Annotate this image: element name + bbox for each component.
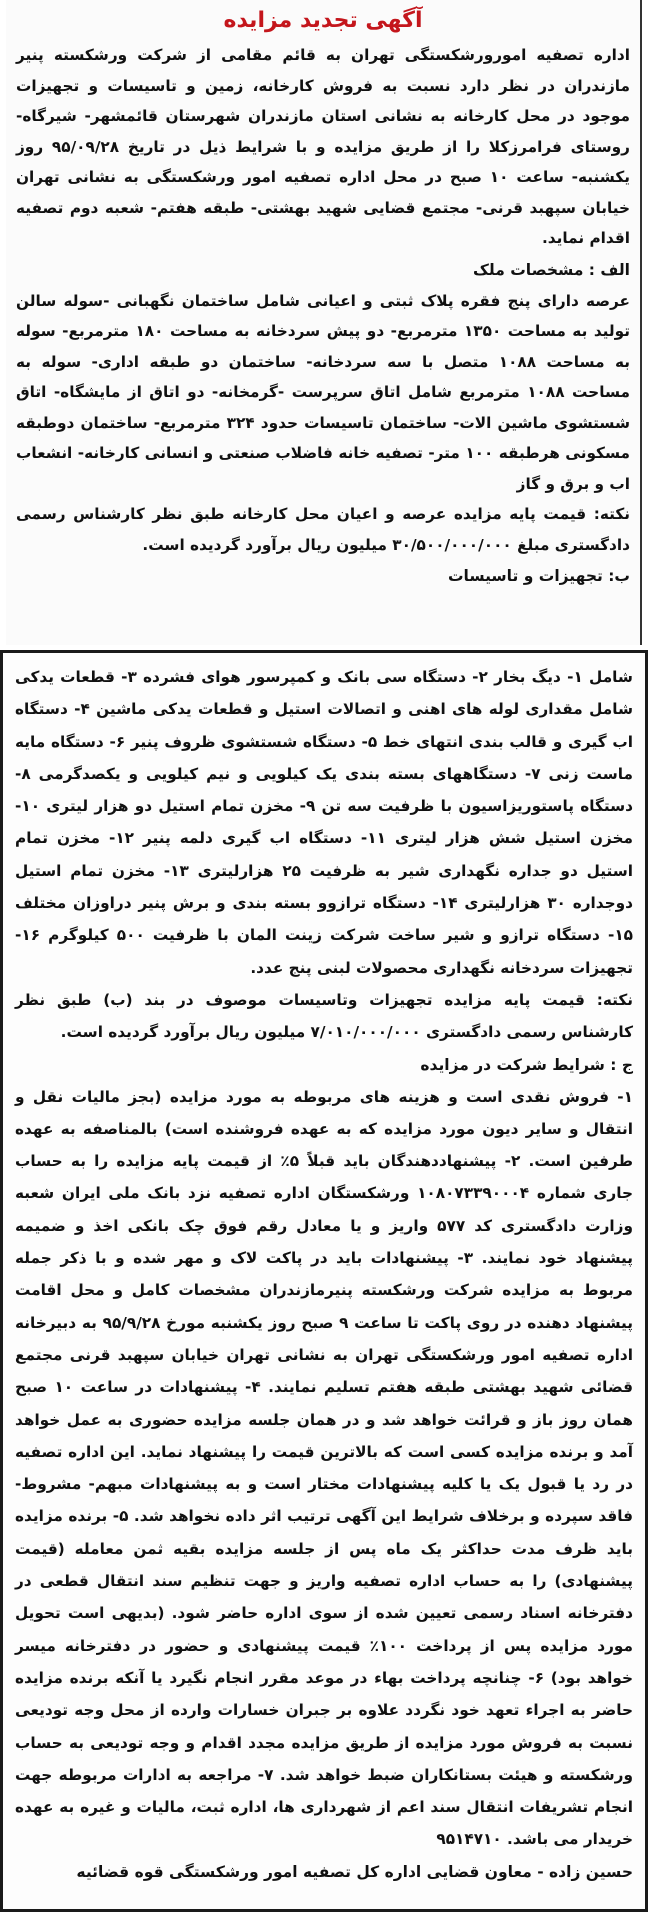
section-a-note: نکته: قیمت پایه مزایده عرصه و اعیان محل کارخانه طبق نظر کارشناس رسمی دادگستری مبلغ ۳۰/۵۰۰/۰۰۰/۰۰۰ میلیون ریال برآورد گردیده است. xyxy=(16,505,630,554)
notice-title: آگهی تجدید مزایده xyxy=(223,8,423,33)
section-a-heading: الف : مشخصات ملک xyxy=(473,260,630,279)
section-b-body: شامل ۱- دیگ بخار ۲- دستگاه سی بانک و کمپرسور هوای فشرده ۳- قطعات یدکی شامل مقداری لوله های اهنی و اتصالات استیل و قطعات یدکی ماشین ۴- دستگاه اب گیری و قالب بندی انتهای خط ۵- دستگاه شستشوی ظروف پنیر ۶- دستگاه مایه ماست زنی ۷- دستگاههای بسته بندی یک کیلویی و نیم کیلویی و یکصدگرمی ۸- دستگاه پاستوریزاسیون با ظرفیت سه تن ۹- مخزن تمام استیل دو هزار لیتری ۱۰- مخزن استیل شش هزار لیتری ۱۱- دستگاه اب گیری دلمه پنیر ۱۲- مخزن تمام استیل دو جداره نگهداری شیر به ظرفیت ۲۵ هزارلیتری ۱۳- مخزن تمام استیل دوجداره ۳۰ هزارلیتری ۱۴- دستگاه ترازوو بسته بندی و برش پنیر دراوزان مختلف ۱۵- دستگاه ترازو و شیر ساخت شرکت زینت المان با ظرفیت ۵۰۰ کیلوگرم ۱۶- تجهیزات سردخانه نگهداری محصولات لبنی پنج عدد. xyxy=(15,668,634,977)
section-b-note: نکته: قیمت پایه مزایده تجهیزات وتاسیسات موصوف در بند (ب) طبق نظر کارشناس رسمی دادگستری ۷/۰۱۰/۰۰۰/۰۰۰ میلیون ریال برآورد گردیده است. xyxy=(15,990,633,1042)
signature: حسین زاده - معاون قضایی اداره کل تصفیه امور ورشکستگی قوه قضائیه xyxy=(76,1862,633,1881)
section-c-heading: ج : شرایط شرکت در مزایده xyxy=(420,1055,633,1074)
notice-intro: اداره تصفیه امورورشکستگی تهران به قائم مقامی از شرکت ورشکسته پنیر مازندران در نظر دارد نسبت به فروش کارخانه، زمین و تاسیسات و تجهیزات موجود در محل کارخانه به نشانی استان مازندران شهرستان قائمشهر- شیرگاه- روستای فرامرزکلا را از طریق مزایده و با شرایط ذیل در تاریخ ۹۵/۰۹/۲۸ روز یکشنبه- ساعت ۱۰ صبح در محل اداره تصفیه امور ورشکستگی به نشانی تهران خیابان سپهبد قرنی- مجتمع قضایی شهید بهشتی- طبقه هفتم- شعبه دوم تصفیه اقدام نماید. xyxy=(16,46,630,247)
notice-top-section xyxy=(6,0,642,645)
section-b-heading: ب: تجهیزات و تاسیسات xyxy=(447,567,630,585)
section-c-body: ۱- فروش نقدی است و هزینه های مربوطه به مورد مزایده (بجز مالیات نقل و انتقال و سایر دیون مورد مزایده که به عهده فروشنده است) بالمناصفه به عهده طرفین است. ۲- پیشنهاددهندگان باید قبلاً ۵٪ از قیمت پایه مزایده را به حساب جاری شماره ۱۰۸۰۷۳۳۹۰۰۰۴ ورشکستگان اداره تصفیه نزد بانک ملی ایران شعبه وزارت دادگستری کد ۵۷۷ واریز و یا معادل رقم فوق چک بانکی اخذ و ضمیمه پیشنهاد خود نمایند. ۳- پیشنهادات باید در پاکت لاک و مهر شده و با ذکر جمله مربوط به مزایده شرکت ورشکسته پنیرمازندران مشخصات کامل و محل اقامت پیشنهاد دهنده در روی پاکت تا ساعت ۹ صبح روز یکشنبه مورخ ۹۵/۹/۲۸ به دبیرخانه اداره تصفیه امور ورشکستگی تهران به نشانی تهران خیابان سپهبد قرنی مجتمع قضائی شهید بهشتی طبقه هفتم تسلیم نمایند. ۴- پیشنهادات در ساعت ۱۰ صبح همان روز باز و قرائت خواهد شد و در همان جلسه مزایده حضوری به عمل خواهد آمد و برنده مزایده کسی است که بالاترین قیمت را پیشنهاد نماید. این اداره تصفیه در رد یا قبول یک یا کلیه پیشنهادات مختار است و به پیشنهادات مبهم- مشروط- فاقد سپرده و برخلاف شرایط این آگهی ترتیب اثر داده نخواهد شد. ۵- برنده مزایده باید ظرف مدت حداکثر یک ماه پس از جلسه مزایده بقیه ثمن معامله (قیمت پیشنهادی) را به حساب اداره تصفیه واریز و جهت تنظیم سند انتقال قطعی در دفترخانه اسناد رسمی تعیین شده از سوی اداره حاضر شود. (بدیهی است تحویل مورد مزایده پس از پرداخت ۱۰۰٪ قیمت پیشنهادی و حضور در دفترخانه میسر خواهد بود) ۶- چنانچه پرداخت بهاء در موعد مقرر انجام نگیرد یا آنکه برنده مزایده حاضر به اجراء تعهد خود نگردد علاوه بر جبران خسارات وارده از محل وجه تودیعی نسبت به فروش مورد مزایده از طریق مزایده مجدد اقدام و وجه تودیعی به حساب ورشکسته و هیئت بستانکاران ضبط خواهد شد. ۷- مراجعه به ادارات مربوطه جهت انجام تشریفات انتقال سند اعم از شهرداری ها، اداره ثبت، مالیات و غیره به عهده خریدار می باشد. ۹۵۱۴۷۱۰ xyxy=(15,1087,634,1849)
notice-bottom-section xyxy=(0,650,648,1912)
section-a-body: عرصه دارای پنج فقره پلاک ثبتی و اعیانی شامل ساختمان نگهبانی -سوله سالن تولید به مساحت ۱۳۵۰ مترمربع- دو پیش سردخانه به مساحت ۱۸۰ مترمربع- سوله به مساحت ۱۰۸۸ متصل با سه سردخانه- ساختمان دو طبقه اداری- سوله به مساحت ۱۰۸۸ مترمربع شامل اتاق سرپرست -گرمخانه- دو اتاق از مایشگاه- اتاق شستشوی ماشین الات- ساختمان تاسیسات حدود ۳۲۴ مترمربع- ساختمان دوطبقه مسکونی هرطبقه ۱۰۰ متر- تصفیه خانه فاضلاب صنعتی و انسانی کارخانه- انشعاب اب و برق و گاز xyxy=(16,291,630,493)
